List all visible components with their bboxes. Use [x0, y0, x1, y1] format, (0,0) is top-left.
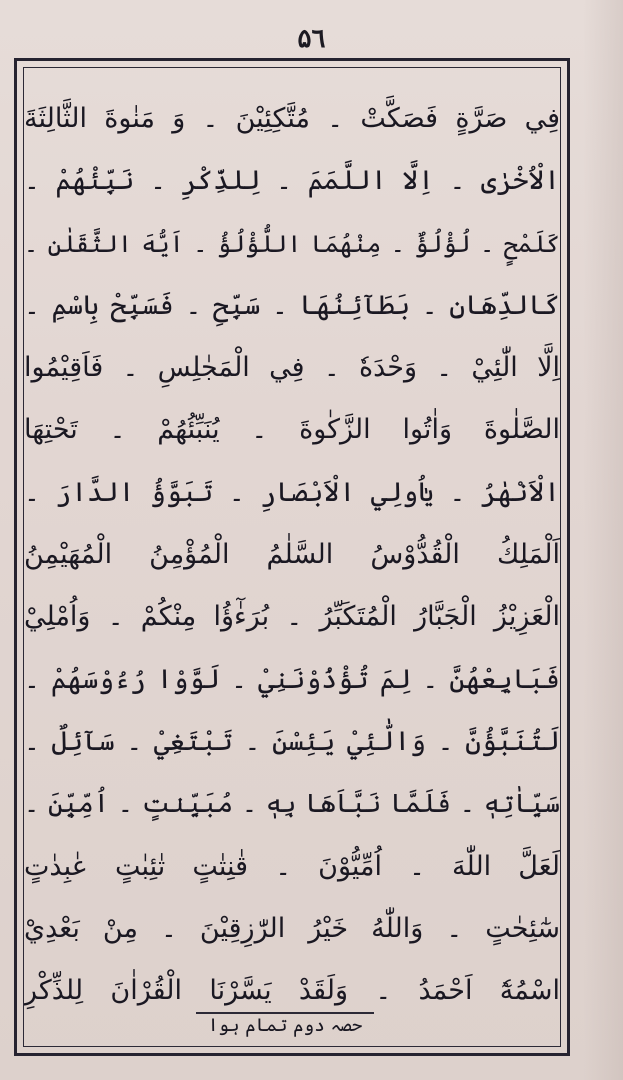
text-line: الصَّلٰوةَ وَاٰتُوا الزَّكٰوةَ ۔ يُنَبِّئُهُمْ ۔ تَحْتِهَا	[24, 414, 560, 446]
text-line: اسْمُهٗٓ اَحْمَدُ ۔ وَلَقَدْ يَسَّرْنَا الْقُرْاٰنَ لِلذِّكْرِ	[24, 975, 560, 1007]
text-line: اِلَّا الّٰئِيْ ۔ وَحْدَهٗ ۔ فِي الْمَجٰلِسِ ۔ فَاَقِيْمُوا	[24, 352, 560, 384]
text-line: سٰٓئِحٰتٍ ۔ وَاللّٰهُ خَيْرُ الرّٰزِقِيْنَ ۔ مِنْ بَعْدِيْ	[24, 912, 560, 944]
text-block	[24, 88, 560, 1022]
text-line: فَبَايِعْهُنَّ ۔ لِمَ تُؤْذُوْنَنِيْ ۔ لَوَّوْا رُءُوْسَهُمْ ۔	[24, 663, 560, 695]
text-line: لَتُنَبَّؤُنَّ ۔ وَالّٰئِيْ يَئِسْنَ ۔ تَبْتَغِيْ ۔ سَآئِلٌ ۔	[24, 725, 560, 757]
footer-caption: حصہ دوم تمام ہوا	[207, 1015, 363, 1036]
text-line: الْاُخْرٰى ۔ اِلَّا اللَّمَمَ ۔ لِلذِّكْرِ ۔ نَبِّئْهُمْ ۔	[24, 165, 560, 197]
text-line: فِي صَرَّةٍ فَصَكَّتْ ۔ مُتَّكِئِيْنَ ۔ وَ مَنٰوةَ الثَّالِثَةَ	[24, 103, 560, 134]
text-line: كَلَمْحٍ ۔ لُؤْلُؤٌ ۔ مِنْهُمَا اللُّؤْلُؤُ ۔ اَيُّهَ الثَّقَلٰنِ ۔	[24, 229, 560, 258]
page-edge-shadow	[583, 0, 623, 1080]
text-line: لَعَلَّ اللّٰهَ ۔ اُمِّيُّوْنَ ۔ قٰنِتٰتٍ تٰئِبٰتٍ عٰبِدٰتٍ	[24, 850, 560, 882]
text-line: سَيِّاٰتِهٖ ۔ فَلَمَّا نَبَّاَهَا بِهٖ ۔ مُبَيِّنٰتٍ ۔ اُمِّيّٖنَ ۔	[24, 789, 560, 820]
text-line: الْعَزِيْزُ الْجَبَّارُ الْمُتَكَبِّرُ ۔ بُرَءٰٓؤُا مِنْكُمْ ۔ وَاُمْلِيْ	[24, 601, 560, 633]
footer-divider	[196, 1012, 374, 1014]
page-number: ۵٦	[297, 24, 326, 54]
text-line: الْاَنْهٰرُ ۔ يٰاُولِي الْاَبْصَارِ ۔ تَبَوَّؤُ الدَّارَ ۔	[24, 476, 560, 508]
text-line: اَلْمَلِكُ الْقُدُّوْسُ السَّلٰمُ الْمُؤْمِنُ الْمُهَيْمِنُ	[24, 539, 560, 571]
text-line: كَالدِّهَانِ ۔ بَطَآئِنُهَا ۔ سَبِّحِ ۔ فَسَبِّحْ بِاسْمِ ۔	[24, 289, 560, 321]
